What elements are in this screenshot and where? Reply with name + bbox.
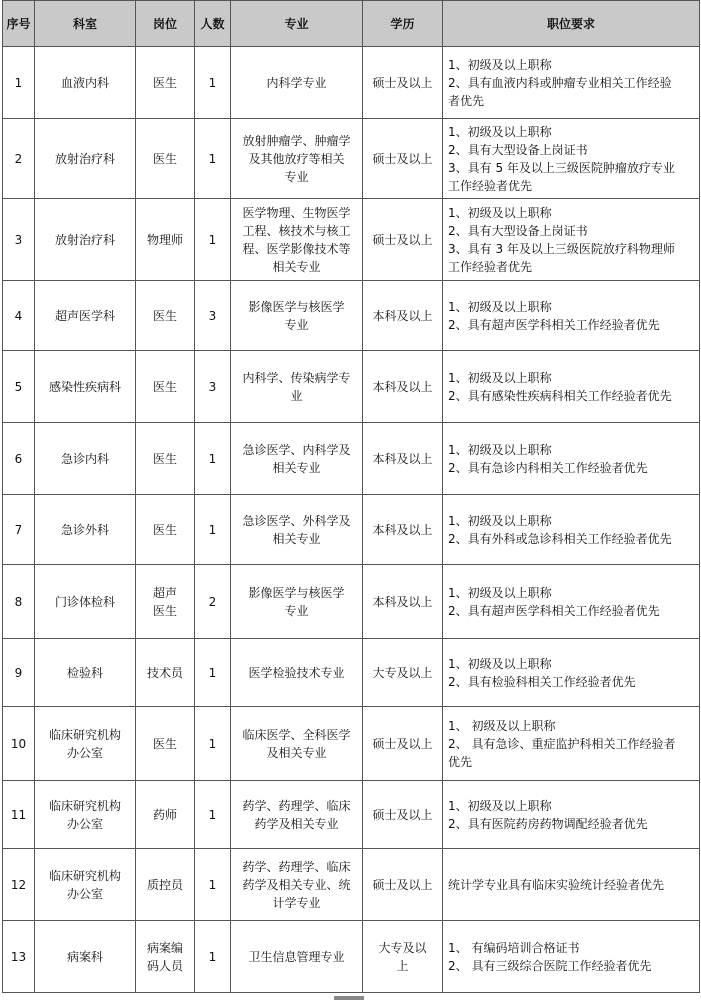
- cell-req-line: 1、 有编码培训合格证书: [448, 940, 580, 955]
- cell-major-line: 程、医学影像技术等: [242, 241, 351, 256]
- cell-dept: [35, 849, 136, 921]
- cell-edu: [363, 281, 443, 351]
- cell-dept-line: 放射治疗科: [54, 151, 115, 166]
- table-row: [3, 199, 700, 281]
- cell-dept: [35, 639, 136, 707]
- header-edu: 学历: [363, 1, 443, 47]
- cell-post: [136, 423, 195, 495]
- cell-count: 2: [195, 565, 231, 639]
- cell-edu-line: 硕士及以上: [372, 151, 433, 166]
- header-major: 专业: [231, 1, 363, 47]
- cell-no: 1: [3, 47, 35, 119]
- cell-edu-line: 上: [396, 958, 409, 973]
- cell-post-line: 医生: [152, 151, 177, 166]
- cell-post-line: 质控员: [146, 877, 183, 892]
- cell-post-line: 技术员: [146, 665, 183, 680]
- cell-major: [231, 495, 363, 565]
- cell-req-line: 2、 具有急诊、重症监护科相关工作经验者: [448, 736, 676, 751]
- cell-dept: [35, 281, 136, 351]
- cell-major-line: 急诊医学、内科学及: [242, 442, 351, 457]
- cell-post-line: 码人员: [146, 958, 183, 973]
- cell-no: 9: [3, 639, 35, 707]
- cell-req-line: 工作经验者优先: [448, 178, 533, 193]
- cell-edu-line: 本科及以上: [372, 379, 433, 394]
- cell-post-line: 医生: [152, 379, 177, 394]
- cell-count: 1: [195, 119, 231, 199]
- cell-dept: [35, 423, 136, 495]
- cell-dept: [35, 781, 136, 849]
- cell-edu-line: 硕士及以上: [372, 75, 433, 90]
- cell-edu: [363, 781, 443, 849]
- cell-edu-line: 硕士及以上: [372, 232, 433, 247]
- cell-req-line: 1、初级及以上职称: [448, 442, 552, 457]
- cell-no: 10: [3, 707, 35, 781]
- cell-post: [136, 495, 195, 565]
- cell-edu: [363, 47, 443, 119]
- cell-major-line: 相关专业: [272, 259, 321, 274]
- cell-major-line: 卫生信息管理专业: [248, 949, 345, 964]
- cell-post: [136, 565, 195, 639]
- cell-major: [231, 423, 363, 495]
- cell-req: [443, 351, 700, 423]
- cell-major-line: 医学检验技术专业: [248, 665, 345, 680]
- cell-req-line: 2、具有超声医学科相关工作经验者优先: [448, 317, 660, 332]
- cell-major-line: 医学物理、生物医学: [242, 205, 351, 220]
- cell-dept: [35, 47, 136, 119]
- cell-req: [443, 565, 700, 639]
- cell-req: [443, 921, 700, 993]
- cell-major-line: 急诊医学、外科学及: [242, 513, 351, 528]
- cell-dept: [35, 119, 136, 199]
- cell-major: [231, 47, 363, 119]
- cell-post-line: 医生: [152, 522, 177, 537]
- page-edge-mark: [334, 996, 364, 1000]
- cell-dept-line: 检验科: [66, 665, 103, 680]
- cell-req: [443, 199, 700, 281]
- cell-count: 1: [195, 707, 231, 781]
- cell-count: 1: [195, 781, 231, 849]
- cell-post: [136, 707, 195, 781]
- cell-major: [231, 351, 363, 423]
- cell-major-line: 药学、药理学、临床: [242, 859, 351, 874]
- cell-major: [231, 119, 363, 199]
- cell-post-line: 医生: [152, 75, 177, 90]
- cell-no: 11: [3, 781, 35, 849]
- cell-edu: [363, 495, 443, 565]
- cell-req-line: 2、具有外科或急诊科相关工作经验者优先: [448, 531, 672, 546]
- header-dept: 科室: [35, 1, 136, 47]
- cell-dept-line: 办公室: [66, 816, 103, 831]
- cell-count: 1: [195, 423, 231, 495]
- table-row: [3, 639, 700, 707]
- cell-dept-line: 门诊体检科: [54, 594, 115, 609]
- cell-post-line: 医生: [152, 736, 177, 751]
- header-count: 人数: [195, 1, 231, 47]
- cell-no: 7: [3, 495, 35, 565]
- cell-post: [136, 47, 195, 119]
- cell-req-line: 1、初级及以上职称: [448, 656, 552, 671]
- cell-req-line: 2、具有感染性疾病科相关工作经验者优先: [448, 388, 672, 403]
- header-post: 岗位: [136, 1, 195, 47]
- cell-edu-line: 本科及以上: [372, 308, 433, 323]
- cell-no: 13: [3, 921, 35, 993]
- cell-post-line: 物理师: [146, 232, 183, 247]
- cell-major-line: 药学及相关专业: [254, 816, 339, 831]
- cell-req: [443, 707, 700, 781]
- cell-req-line: 3、具有 5 年及以上三级医院肿瘤放疗专业: [448, 160, 675, 175]
- cell-edu-line: 硕士及以上: [372, 807, 433, 822]
- cell-edu: [363, 849, 443, 921]
- cell-no: 5: [3, 351, 35, 423]
- cell-post-line: 超声: [152, 585, 177, 600]
- cell-major-line: 药学、药理学、临床: [242, 798, 351, 813]
- cell-post: [136, 849, 195, 921]
- table-row: [3, 423, 700, 495]
- cell-edu-line: 本科及以上: [372, 594, 433, 609]
- table-row: [3, 495, 700, 565]
- cell-dept-line: 超声医学科: [54, 308, 115, 323]
- cell-count: 1: [195, 639, 231, 707]
- job-table: [2, 0, 700, 993]
- cell-edu: [363, 423, 443, 495]
- cell-post: [136, 351, 195, 423]
- cell-no: 12: [3, 849, 35, 921]
- cell-edu: [363, 119, 443, 199]
- cell-major: [231, 565, 363, 639]
- cell-req-line: 1、初级及以上职称: [448, 370, 552, 385]
- cell-major-line: 业: [290, 388, 303, 403]
- cell-dept-line: 临床研究机构: [48, 868, 121, 883]
- table-row: [3, 565, 700, 639]
- header-no: 序号: [3, 1, 35, 47]
- cell-post: [136, 921, 195, 993]
- cell-req: [443, 495, 700, 565]
- cell-post-line: 医生: [152, 451, 177, 466]
- cell-edu: [363, 707, 443, 781]
- table-row: [3, 281, 700, 351]
- cell-edu: [363, 565, 443, 639]
- cell-req-line: 2、具有大型设备上岗证书: [448, 142, 588, 157]
- cell-post: [136, 781, 195, 849]
- cell-req-line: 1、初级及以上职称: [448, 299, 552, 314]
- cell-major: [231, 281, 363, 351]
- cell-dept-line: 病案科: [66, 949, 103, 964]
- cell-major-line: 内科学专业: [266, 75, 327, 90]
- cell-dept-line: 血液内科: [60, 75, 109, 90]
- cell-count: 1: [195, 47, 231, 119]
- cell-edu-line: 硕士及以上: [372, 877, 433, 892]
- cell-major-line: 计学专业: [272, 895, 321, 910]
- cell-req-line: 1、初级及以上职称: [448, 57, 552, 72]
- cell-edu-line: 大专及以上: [372, 665, 433, 680]
- cell-count: 1: [195, 199, 231, 281]
- cell-edu: [363, 351, 443, 423]
- cell-count: 3: [195, 281, 231, 351]
- cell-no: 2: [3, 119, 35, 199]
- cell-edu: [363, 921, 443, 993]
- cell-req-line: 2、 具有三级综合医院工作经验者优先: [448, 958, 652, 973]
- cell-dept-line: 急诊内科: [60, 451, 109, 466]
- cell-no: 6: [3, 423, 35, 495]
- cell-major-line: 放射肿瘤学、肿瘤学: [242, 133, 351, 148]
- cell-count: 3: [195, 351, 231, 423]
- cell-req-line: 2、具有急诊内科相关工作经验者优先: [448, 460, 648, 475]
- cell-req-line: 1、初级及以上职称: [448, 205, 552, 220]
- cell-req: [443, 281, 700, 351]
- cell-req: [443, 639, 700, 707]
- cell-major-line: 及其他放疗等相关: [248, 151, 345, 166]
- cell-count: 1: [195, 495, 231, 565]
- cell-no: 8: [3, 565, 35, 639]
- cell-req-line: 2、具有超声医学科相关工作经验者优先: [448, 603, 660, 618]
- cell-major-line: 影像医学与核医学: [248, 585, 345, 600]
- table-row: [3, 47, 700, 119]
- cell-no: 3: [3, 199, 35, 281]
- cell-major-line: 相关专业: [272, 531, 321, 546]
- table-row: [3, 119, 700, 199]
- cell-edu-line: 本科及以上: [372, 522, 433, 537]
- cell-dept: [35, 199, 136, 281]
- cell-req-line: 统计学专业具有临床实验统计经验者优先: [448, 877, 665, 892]
- table-row: [3, 921, 700, 993]
- table-row: [3, 849, 700, 921]
- header-row: [3, 1, 700, 47]
- cell-dept: [35, 921, 136, 993]
- cell-dept-line: 急诊外科: [60, 522, 109, 537]
- cell-major-line: 专业: [284, 317, 309, 332]
- cell-req: [443, 119, 700, 199]
- cell-no: 4: [3, 281, 35, 351]
- cell-req: [443, 781, 700, 849]
- cell-major-line: 内科学、传染病学专: [242, 370, 351, 385]
- cell-req-line: 工作经验者优先: [448, 259, 533, 274]
- cell-req: [443, 47, 700, 119]
- cell-major-line: 药学及相关专业、统: [242, 877, 351, 892]
- cell-req-line: 2、具有检验科相关工作经验者优先: [448, 674, 636, 689]
- cell-major-line: 相关专业: [272, 460, 321, 475]
- cell-edu-line: 本科及以上: [372, 451, 433, 466]
- cell-major-line: 工程、核技术与核工: [242, 223, 351, 238]
- cell-major-line: 临床医学、全科医学: [242, 727, 351, 742]
- cell-dept-line: 感染性疾病科: [48, 379, 121, 394]
- cell-req-line: 2、具有大型设备上岗证书: [448, 223, 588, 238]
- cell-major: [231, 921, 363, 993]
- cell-dept-line: 办公室: [66, 886, 103, 901]
- cell-major: [231, 199, 363, 281]
- table-row: [3, 351, 700, 423]
- cell-major-line: 影像医学与核医学: [248, 299, 345, 314]
- cell-major-line: 专业: [284, 603, 309, 618]
- cell-req: [443, 423, 700, 495]
- cell-dept: [35, 565, 136, 639]
- cell-dept-line: 放射治疗科: [54, 232, 115, 247]
- cell-edu-line: 硕士及以上: [372, 736, 433, 751]
- cell-dept-line: 办公室: [66, 745, 103, 760]
- cell-dept-line: 临床研究机构: [48, 727, 121, 742]
- cell-post-line: 病案编: [146, 940, 183, 955]
- cell-post: [136, 199, 195, 281]
- cell-major-line: 专业: [284, 169, 309, 184]
- cell-count: 1: [195, 921, 231, 993]
- cell-edu: [363, 199, 443, 281]
- cell-req: [443, 849, 700, 921]
- cell-dept: [35, 495, 136, 565]
- cell-edu-line: 大专及以: [378, 940, 427, 955]
- cell-post-line: 医生: [152, 308, 177, 323]
- cell-req-line: 2、具有血液内科或肿瘤专业相关工作经验: [448, 75, 672, 90]
- cell-req-line: 2、具有医院药房药物调配经验者优先: [448, 816, 648, 831]
- cell-req-line: 3、具有 3 年及以上三级医院放疗科物理师: [448, 241, 675, 256]
- cell-major: [231, 849, 363, 921]
- cell-req-line: 者优先: [448, 93, 485, 108]
- table-body: [3, 47, 700, 993]
- cell-post: [136, 119, 195, 199]
- cell-req-line: 1、初级及以上职称: [448, 798, 552, 813]
- cell-count: 1: [195, 849, 231, 921]
- table-row: [3, 707, 700, 781]
- cell-major: [231, 639, 363, 707]
- cell-req-line: 1、初级及以上职称: [448, 513, 552, 528]
- cell-post: [136, 281, 195, 351]
- cell-post-line: 药师: [152, 807, 177, 822]
- cell-dept: [35, 707, 136, 781]
- cell-dept-line: 临床研究机构: [48, 798, 121, 813]
- cell-post-line: 医生: [152, 603, 177, 618]
- table-row: [3, 781, 700, 849]
- cell-req-line: 1、初级及以上职称: [448, 124, 552, 139]
- cell-post: [136, 639, 195, 707]
- cell-edu: [363, 639, 443, 707]
- cell-req-line: 1、初级及以上职称: [448, 585, 552, 600]
- cell-major: [231, 781, 363, 849]
- cell-major: [231, 707, 363, 781]
- cell-req-line: 1、 初级及以上职称: [448, 718, 556, 733]
- cell-major-line: 及相关专业: [266, 745, 327, 760]
- cell-dept: [35, 351, 136, 423]
- cell-req-line: 优先: [448, 754, 473, 769]
- header-req: 职位要求: [443, 1, 700, 47]
